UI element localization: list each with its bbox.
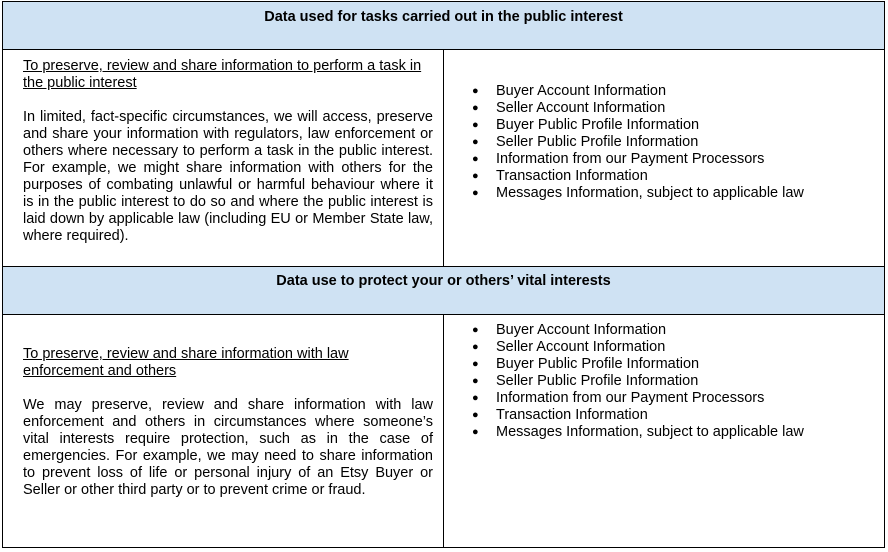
list-item xyxy=(472,151,874,168)
list-item-label: Messages Information, subject to applicable law xyxy=(496,185,804,202)
bullet-icon: ● xyxy=(472,170,479,183)
purpose-block xyxy=(3,315,443,499)
data-categories-cell xyxy=(444,50,885,267)
bullet-icon: ● xyxy=(472,119,479,132)
data-categories-block xyxy=(444,50,884,202)
section-header-vital-interests xyxy=(3,266,885,314)
bullet-icon: ● xyxy=(472,85,479,98)
list-item-label: Transaction Information xyxy=(496,168,648,185)
list-item xyxy=(472,390,874,407)
section-header-public-interest xyxy=(3,2,885,50)
list-item-label: Buyer Public Profile Information xyxy=(496,356,700,373)
section-header-text: Data use to protect your or others’ vital interests xyxy=(276,272,611,289)
bullet-icon: ● xyxy=(472,136,479,149)
bullet-icon: ● xyxy=(472,375,479,388)
list-item xyxy=(472,117,874,134)
bullet-icon: ● xyxy=(472,426,479,439)
list-item xyxy=(472,168,874,185)
list-item xyxy=(472,373,874,390)
bullet-icon: ● xyxy=(472,324,479,337)
list-item-label: Buyer Account Information xyxy=(496,83,667,100)
section-content-row xyxy=(3,50,885,267)
list-item xyxy=(472,185,874,202)
purpose-title: To preserve, review and share information with law enforcement and others xyxy=(23,346,349,380)
list-item xyxy=(472,83,874,100)
section-header-row xyxy=(3,266,885,314)
data-categories-list xyxy=(472,83,874,202)
purpose-block xyxy=(3,50,443,245)
purpose-cell xyxy=(3,315,444,548)
bullet-icon: ● xyxy=(472,392,479,405)
purpose-title: To preserve, review and share information to perform a task in the public interest xyxy=(23,58,422,92)
section-header-row xyxy=(3,2,885,50)
list-item-label: Seller Public Profile Information xyxy=(496,373,699,390)
data-use-table xyxy=(2,1,885,548)
bullet-icon: ● xyxy=(472,358,479,371)
bullet-icon: ● xyxy=(472,341,479,354)
list-item-label: Messages Information, subject to applicable law xyxy=(496,424,804,441)
bullet-icon: ● xyxy=(472,102,479,115)
section-content-row xyxy=(3,315,885,548)
purpose-description: In limited, fact-specific circumstances, we will access, preserve and share your information with regulators, law enforcement or others where necessary to perform a task in the public interest. For example, we might share information with others for the purposes of combating unlawful or harmful behaviour where it is in the public interest to do so and where the public interest is laid down by applicable law (including EU or Member State law, where required). xyxy=(23,109,433,245)
list-item-label: Buyer Public Profile Information xyxy=(496,117,700,134)
list-item xyxy=(472,134,874,151)
list-item-label: Information from our Payment Processors xyxy=(496,390,765,407)
list-item xyxy=(472,322,874,339)
list-item-label: Seller Public Profile Information xyxy=(496,134,699,151)
section-header-text: Data used for tasks carried out in the public interest xyxy=(264,8,623,25)
list-item-label: Seller Account Information xyxy=(496,100,666,117)
bullet-icon: ● xyxy=(472,153,479,166)
list-item xyxy=(472,356,874,373)
data-categories-block xyxy=(444,315,884,441)
list-item-label: Seller Account Information xyxy=(496,339,666,356)
list-item xyxy=(472,100,874,117)
purpose-description: We may preserve, review and share information with law enforcement and others in circumstances where someone’s vital interests require protection, such as in the case of emergencies. For example, we may need to share information to prevent loss of life or personal injury of an Etsy Buyer or Seller or other third party or to prevent crime or fraud. xyxy=(23,397,433,499)
list-item-label: Information from our Payment Processors xyxy=(496,151,765,168)
list-item xyxy=(472,407,874,424)
purpose-cell xyxy=(3,50,444,267)
bullet-icon: ● xyxy=(472,187,479,200)
bullet-icon: ● xyxy=(472,409,479,422)
list-item xyxy=(472,424,874,441)
list-item xyxy=(472,339,874,356)
data-categories-cell xyxy=(444,315,885,548)
data-categories-list xyxy=(472,322,874,441)
list-item-label: Buyer Account Information xyxy=(496,322,667,339)
list-item-label: Transaction Information xyxy=(496,407,648,424)
